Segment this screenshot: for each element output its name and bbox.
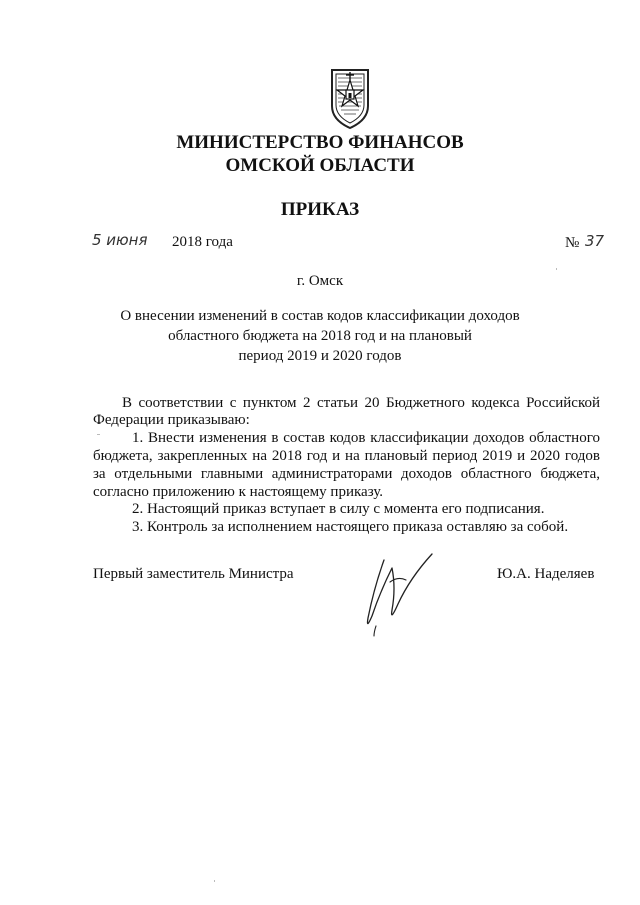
item1-line3: за отдельными главными администраторами доходов областного бюджета, [93,466,600,482]
handwritten-signature [362,548,442,640]
item2: 2. Настоящий приказ вступает в силу с момента его подписания. [132,501,545,517]
document-type-title: ПРИКАЗ [280,199,360,220]
signatory-title: Первый заместитель Министра [93,566,294,582]
item1-line2: бюджета, закрепленных на 2018 год и на плановый период 2019 и 2020 годов [93,448,600,464]
subject-line3: период 2019 и 2020 годов [238,348,402,364]
signatory-name: Ю.А. Наделяев [497,566,595,582]
subject-line1: О внесении изменений в состав кодов классификации доходов [120,308,520,324]
scan-speck [214,880,215,882]
omsk-coat-of-arms-icon [326,66,374,130]
ministry-title-line2: ОМСКОЙ ОБЛАСТИ [225,155,415,176]
item1-line1: 1. Внести изменения в состав кодов классификации доходов областного [132,430,600,446]
scan-speck [556,268,557,270]
city: г. Омск [296,273,344,289]
item1-line4: согласно приложению к настоящему приказу. [93,484,384,500]
scan-speck [97,434,100,435]
item3: 3. Контроль за исполнением настоящего приказа оставляю за собой. [132,519,569,535]
number-label: № [565,235,580,251]
handwritten-date: 5 июня [92,231,148,249]
ministry-title-line1: МИНИСТЕРСТВО ФИНАНСОВ [176,132,464,153]
preamble-line2: Федерации приказываю: [93,412,250,428]
handwritten-number: 37 [585,232,605,250]
preamble-line1: В соответствии с пунктом 2 статьи 20 Бюджетного кодекса Российской [122,395,600,411]
subject-line2: областного бюджета на 2018 год и на плановый [168,328,472,344]
date-year: 2018 года [172,234,233,250]
